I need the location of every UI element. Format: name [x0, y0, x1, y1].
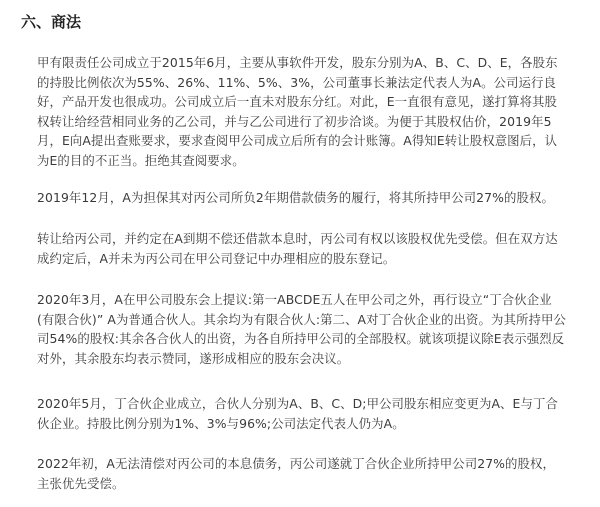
section-heading: 六、商法 — [21, 13, 82, 31]
paragraph-debt-default: 2022年初，A无法清偿对丙公司的本息债务，丙公司遂就丁合伙企业所持甲公司27%的股权，主张优先受偿。 — [37, 456, 556, 491]
paragraph-pledge-terms: 转让给丙公司，并约定在A到期不偿还借款本息时，丙公司有权以该股权优先受偿。但在双方达成约定后，A并未为丙公司在甲公司登记中办理相应的股东登记。 — [37, 231, 558, 266]
paragraph-partnership-proposal: 2020年3月，A在甲公司股东会上提议:第一ABCDE五人在甲公司之外，再行设立“丁合伙企业(有限合伙)” A为普通合伙人。其余均为有限合伙人:第二、A对丁合伙企业的出资。为其所持甲公司54%的股权:其余各合伙人的出资，为各自所持甲公司的全部股权。就该项提议除E表示强烈反对外，其余股东均表示赞同，遂形成相应的股东会决议。 — [37, 292, 566, 366]
paragraph-company-background: 甲有限责任公司成立于2015年6月，主要从事软件开发，股东分别为A、B、C、D、E，各股东的持股比例依次为55%、26%、11%、5%、3%，公司董事长兼法定代表人为A。公司运行良好，产品开发也很成功。公司成立后一直未对股东分红。对此，E一直很有意见，遂打算将其股权转让给经营相同业务的乙公司，并与乙公司进行了初步洽谈。为便于其股权估价，2019年5月，E向A提出查账要求，要求查阅甲公司成立后所有的会计账簿。A得知E转让股权意图后，认为E的目的不正当。拒绝其查阅要求。 — [37, 55, 558, 168]
paragraph-pledge: 2019年12月，A为担保其对丙公司所负2年期借款债务的履行，将其所持甲公司27%的股权。 — [37, 190, 554, 205]
paragraph-partnership-established: 2020年5月，丁合伙企业成立，合伙人分别为A、B、C、D;甲公司股东相应变更为A、E与丁合伙企业。持股比例分别为1%、3%与96%;公司法定代表人仍为A。 — [37, 396, 558, 431]
